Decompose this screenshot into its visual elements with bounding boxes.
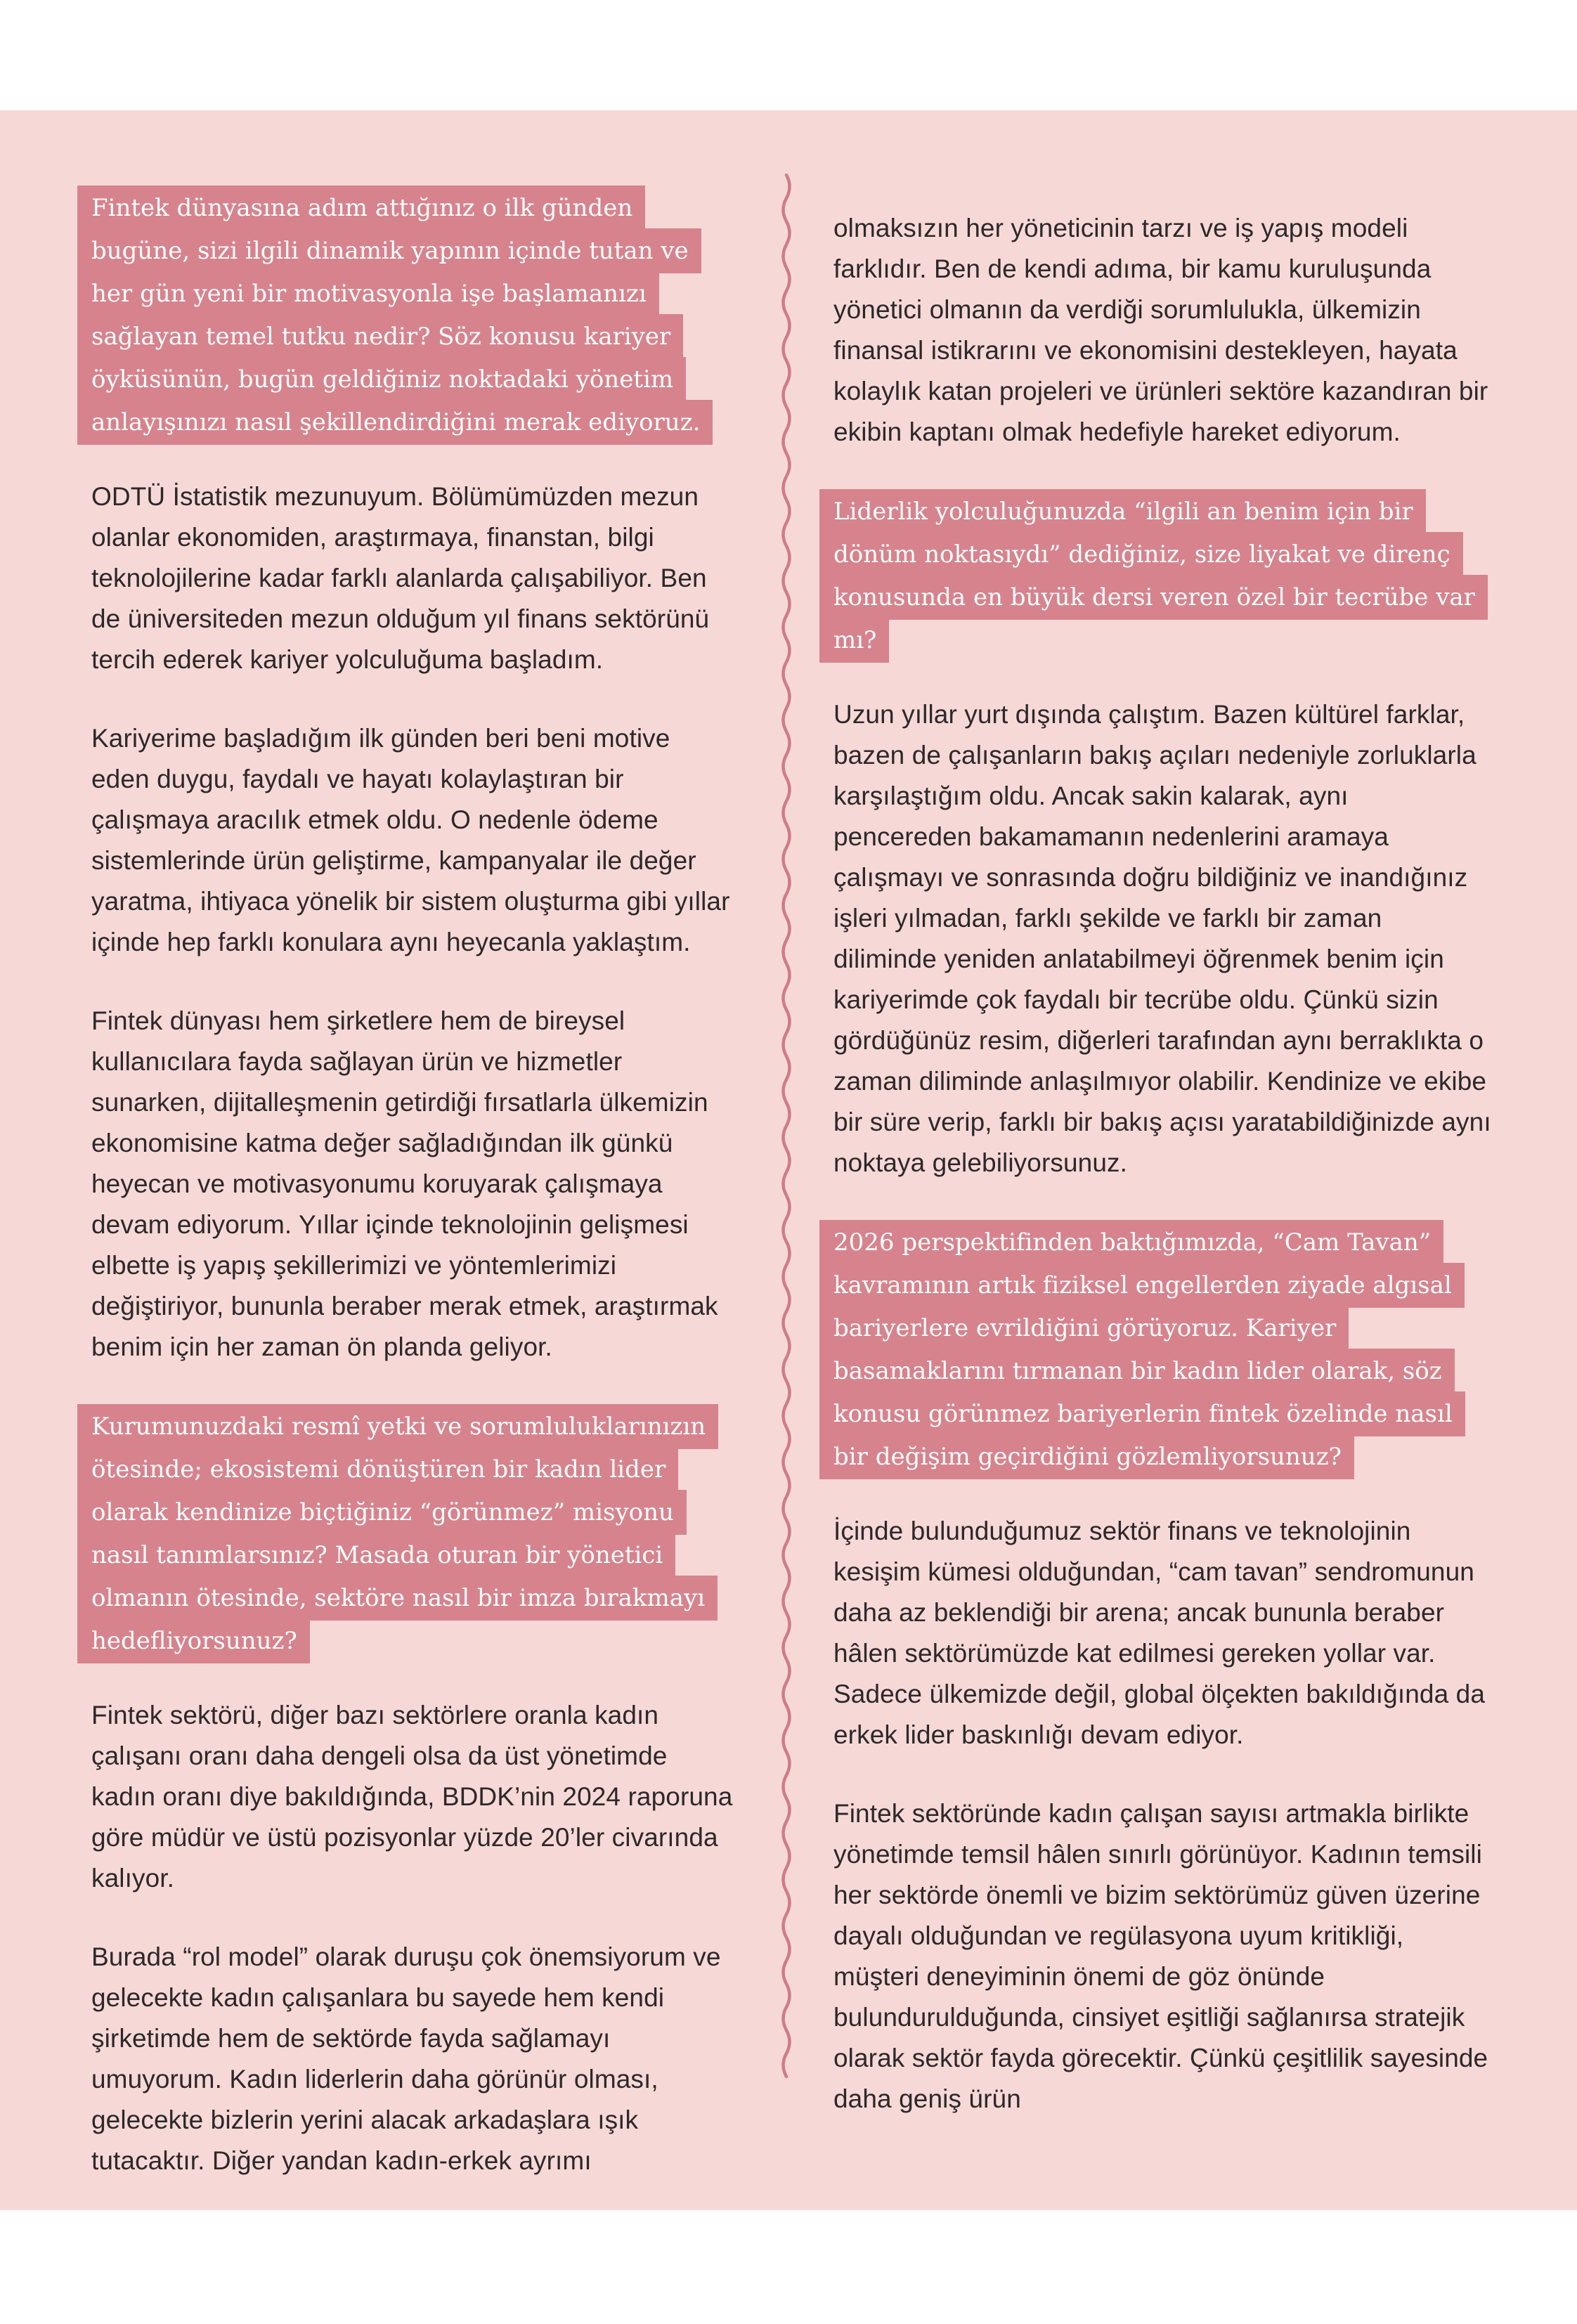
answer-paragraph: olmaksızın her yöneticinin tarzı ve iş yapış modeli farklıdır. Ben de kendi adıma, bir kamu kuruluşunda yönetici olmanın da verdiği sorumlulukla, ülkemizin finansal istikrarını ve ekonomisini destekleyen, hayata kolaylık katan projeleri ve ürünleri sektöre kazandıran bir ekibin kaptanı olmak hedefiyle hareket ediyorum. xyxy=(833,214,1488,446)
answer-paragraph: İçinde bulunduğumuz sektör finans ve teknolojinin kesişim kümesi olduğundan, “cam tavan” sendromunun daha az beklendiği bir arena; ancak bununla beraber hâlen sektörümüzde kat edilmesi gereken yollar var. Sadece ülkemizde değil, global ölçekten bakıldığında da erkek lider baskınlığı devam ediyor. xyxy=(833,1517,1486,1749)
wavy-divider xyxy=(777,174,796,2079)
question-block-1 xyxy=(91,187,735,444)
answer-paragraph: Fintek sektörü, diğer bazı sektörlere oranla kadın çalışanı oranı daha dengeli olsa da üst yönetimde kadın oranı diye bakıldığında, BDDK’nin 2024 raporuna göre müdür ve üstü pozisyonlar yüzde 20’ler civarında kalıyor. xyxy=(91,1701,733,1893)
left-column xyxy=(91,187,735,2219)
question-block-2 xyxy=(91,1406,735,1663)
answer-paragraph: Burada “rol model” olarak duruşu çok önemsiyorum ve gelecekte kadın çalışanlara bu sayede hem kendi şirketimde hem de sektörde fayda sağlamayı umuyorum. Kadın liderlerin daha görünür olması, gelecekte bizlerin yerini alacak arkadaşlara ışık tutacaktır. Diğer yandan kadın-erkek ayrımı xyxy=(91,1942,721,2175)
answer-paragraph: Uzun yıllar yurt dışında çalıştım. Bazen kültürel farklar, bazen de çalışanların bakış açıları nedeniyle zorluklarla karşılaştığım oldu. Ancak sakin kalarak, aynı pencereden bakamamanın nedenlerini aramaya çalışmayı ve sonrasında doğru bildiğiniz ve inandığınız işleri yılmadan, farklı şekilde ve farklı bir zaman diliminde yeniden anlatabilmeyi öğrenmek benim için kariyerimde çok faydalı bir tecrübe oldu. Çünkü sizin gördüğünüz resim, diğerleri tarafından aynı berraklıkta o zaman diliminde anlaşılmıyor olabilir. Kendinize ve ekibe bir süre verip, farklı bir bakış açısı yaratabildiğinizde aynı noktaya gelebiliyorsunuz. xyxy=(833,700,1491,1177)
answer-paragraph: Kariyerime başladığım ilk günden beri beni motive eden duygu, faydalı ve hayatı kolaylaştıran bir çalışmaya aracılık etmek oldu. O nedenle ödeme sistemlerinde ürün geliştirme, kampanyalar ile değer yaratma, ihtiyaca yönelik bir sistem oluşturma gibi yıllar içinde hep farklı konulara aynı heyecanla yaklaştım. xyxy=(91,724,730,956)
wavy-divider-path xyxy=(784,175,790,2077)
answer-paragraph: ODTÜ İstatistik mezunuyum. Bölümümüzden mezun olanlar ekonomiden, araştırmaya, finanstan, bilgi teknolojilerine kadar farklı alanlarda çalışabiliyor. Ben de üniversiteden mezun olduğum yıl finans sektörünü tercih ederek kariyer yolculuğuma başladım. xyxy=(91,482,710,674)
question-text: Liderlik yolculuğunuzda “ilgili an benim için bir dönüm noktasıydı” dediğiniz, size liyakat ve direnç konusunda en büyük dersi veren özel bir tecrübe var mı? xyxy=(819,489,1488,663)
question-block-4 xyxy=(833,1221,1491,1479)
question-text: Kurumunuzdaki resmî yetki ve sorumluluklarınızın ötesinde; ekosistemi dönüştüren bir kadın lider olarak kendinize biçtiğiniz “görünmez” misyonu nasıl tanımlarsınız? Masada oturan bir yönetici olmanın ötesinde, sektöre nasıl bir imza bırakmayı hedefliyorsunuz? xyxy=(77,1404,718,1663)
question-text: 2026 perspektifinden baktığımızda, “Cam Tavan” kavramının artık fiziksel engellerden ziyade algısal bariyerlere evrildiğini görüyoruz. Kariyer basamaklarını tırmanan bir kadın lider olarak, söz konusu görünmez bariyerlerin fintek özelinde nasıl bir değişim geçirdiğini gözlemliyorsunuz? xyxy=(819,1220,1465,1479)
answer-paragraph: Fintek dünyası hem şirketlere hem de bireysel kullanıcılara fayda sağlayan ürün ve hizmetler sunarken, dijitalleşmenin getirdiği fırsatlarla ülkemizin ekonomisine katma değer sağladığından ilk günkü heyecan ve motivasyonumu koruyarak çalışmaya devam ediyorum. Yıllar içinde teknolojinin gelişmesi elbette iş yapış şekillerimizi ve yöntemlerimizi değiştiriyor, bununla beraber merak etmek, araştırmak benim için her zaman ön planda geliyor. xyxy=(91,1006,718,1361)
question-block-3 xyxy=(833,491,1491,662)
answer-paragraph: Fintek sektöründe kadın çalışan sayısı artmakla birlikte yönetimde temsil hâlen sınırlı görünüyor. Kadının temsili her sektörde önemli ve bizim sektörümüz güven üzerine dayalı olduğundan ve regülasyona uyum kritikliği, müşteri deneyiminin önemi de göz önünde bulundurulduğunda, cinsiyet eşitliği sağlanırsa stratejik olarak sektör fayda görecektir. Çünkü çeşitlilik sayesinde daha geniş ürün xyxy=(833,1799,1488,2113)
question-text: Fintek dünyasına adım attığınız o ilk günden bugüne, sizi ilgili dinamik yapının içinde tutan ve her gün yeni bir motivasyonla işe başlamanızı sağlayan temel tutku nedir? Söz konusu kariyer öyküsünün, bugün geldiğiniz noktadaki yönetim anlayışınızı nasıl şekillendirdiğini merak ediyoruz. xyxy=(77,186,713,445)
right-column xyxy=(833,208,1491,2157)
